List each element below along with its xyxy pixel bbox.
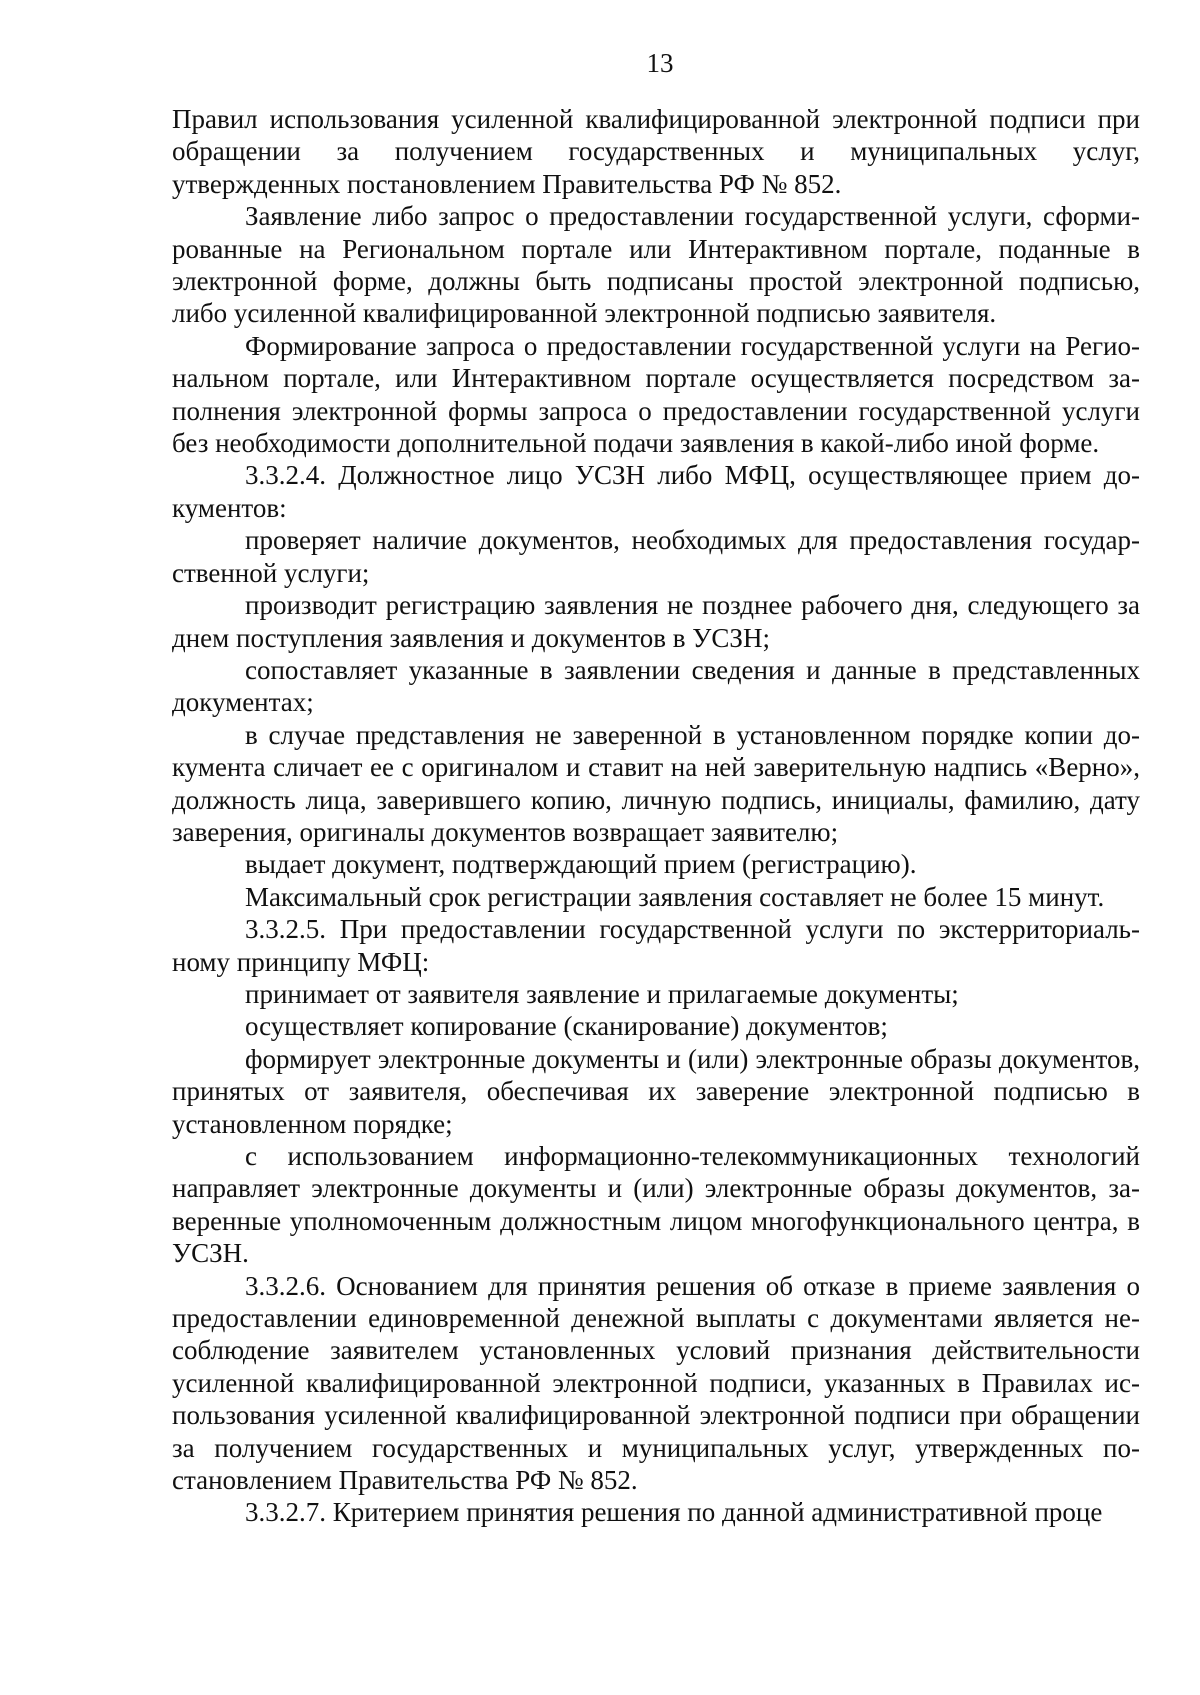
paragraph: 3.3.2.4. Должностное лицо УСЗН либо МФЦ, осуществляющее прием документов: <box>172 460 1140 523</box>
body-text <box>172 103 1140 1529</box>
paragraph: 3.3.2.6. Основанием для принятия решения об отказе в приеме заявления о предоставлении единовременной денежной выплаты с документами является несоблюдение заявителем установленных условий признания действительности усиленной квалифицированной электронной подписи, указанных в Правилах использования усиленной квалифицированной электронной подписи при обращении за получением государственных и муниципальных услуг, утвержденных постановлением Правительства РФ № 852. <box>172 1270 1140 1496</box>
paragraph: Правил использования усиленной квалифицированной электронной подписи при обращении за получением государственных и муниципальных услуг, утвержденных постановлением Правительства РФ № 852. <box>172 104 1140 199</box>
paragraph: с использованием информационно-телекоммуникационных технологий направляет электронные документы и (или) электронные образы документов, заверенные уполномоченным должностным лицом многофункционального центра, в УСЗН. <box>172 1141 1140 1269</box>
paragraph: производит регистрацию заявления не позднее рабочего дня, следующего за днем поступления заявления и документов в УСЗН; <box>172 590 1140 653</box>
paragraph: осуществляет копирование (сканирование) документов; <box>245 1011 888 1042</box>
paragraph: 3.3.2.7. Критерием принятия решения по данной административной проце <box>245 1497 1103 1528</box>
paragraph: проверяет наличие документов, необходимых для предоставления государственной услуги; <box>172 525 1140 588</box>
paragraph: 3.3.2.5. При предоставлении государственной услуги по экстерриториальному принципу МФЦ: <box>172 914 1140 977</box>
paragraph: Заявление либо запрос о предоставлении государственной услуги, сформированные на Региональном портале или Интерактивном портале, поданные в электронной форме, должны быть подписаны простой электронной подписью, либо усиленной квалифицированной электронной подписью заявителя. <box>172 201 1140 329</box>
paragraph: выдает документ, подтверждающий прием (регистрацию). <box>245 849 917 880</box>
paragraph: сопоставляет указанные в заявлении сведения и данные в представленных документах; <box>172 654 1140 718</box>
page-number: 13 <box>646 48 674 78</box>
paragraph: в случае представления не заверенной в установленном порядке копии документа сличает ее с оригиналом и ставит на ней заверительную надпись «Верно», должность лица, заверившего копию, личную подпись, инициалы, фамилию, дату заверения, оригиналы документов возвращает заявителю; <box>172 719 1140 847</box>
paragraph: Формирование запроса о предоставлении государственной услуги на Региональном портале, или Интерактивном портале осуществляется посредством заполнения электронной формы запроса о предоставлении государственной услуги без необходимости дополнительной подачи заявления в какой-либо иной форме. <box>172 330 1140 459</box>
paragraph: формирует электронные документы и (или) электронные образы документов, принятых от заявителя, обеспечивая их заверение электронной подписью в установленном порядке; <box>172 1043 1140 1139</box>
paragraph: Максимальный срок регистрации заявления составляет не более 15 минут. <box>245 881 1105 912</box>
paragraph: принимает от заявителя заявление и прилагаемые документы; <box>245 978 959 1009</box>
